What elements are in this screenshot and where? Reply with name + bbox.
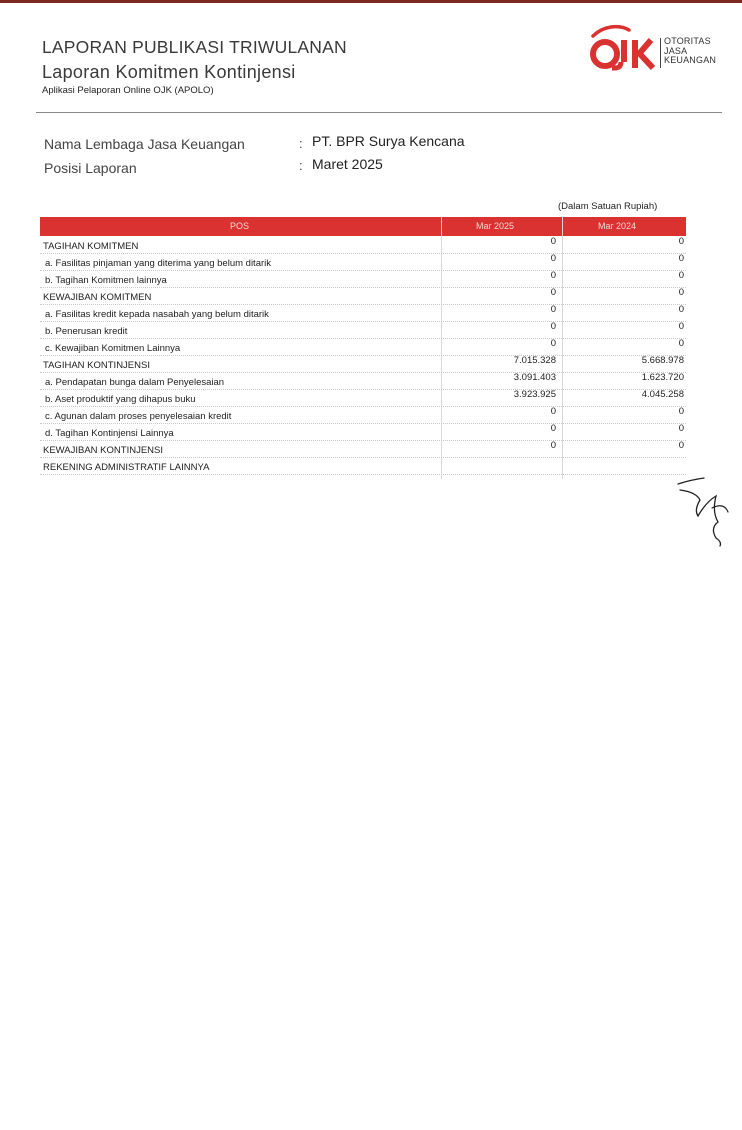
value-mar-2025: 0 [550, 423, 556, 434]
value-mar-2025: 0 [550, 253, 556, 264]
institution-name-label: Nama Lembaga Jasa Keuangan [44, 136, 245, 152]
report-position-label: Posisi Laporan [44, 160, 137, 176]
logo-text [664, 37, 716, 66]
row-label: b. Aset produktif yang dihapus buku [45, 394, 196, 405]
value-mar-2024: 0 [678, 338, 684, 349]
value-mar-2025: 0 [550, 304, 556, 315]
row-label: TAGIHAN KOMITMEN [43, 241, 139, 252]
value-mar-2024: 0 [678, 270, 684, 281]
row-label: a. Fasilitas kredit kepada nasabah yang belum ditarik [45, 309, 269, 320]
row-label: a. Fasilitas pinjaman yang diterima yang belum ditarik [45, 258, 271, 269]
table-row [40, 236, 686, 254]
institution-name-value: PT. BPR Surya Kencana [312, 133, 465, 149]
colon-separator: : [299, 158, 303, 173]
row-label: d. Tagihan Kontinjensi Lainnya [45, 428, 174, 439]
value-mar-2024: 0 [678, 406, 684, 417]
table-row [40, 338, 686, 356]
table-row [40, 372, 686, 390]
report-title: LAPORAN PUBLIKASI TRIWULANAN [42, 37, 347, 57]
row-label: c. Kewajiban Komitmen Lainnya [45, 343, 181, 354]
value-mar-2024: 0 [678, 253, 684, 264]
value-mar-2024: 4.045.258 [641, 389, 684, 400]
value-mar-2024: 0 [678, 236, 684, 247]
logo-text-line: KEUANGAN [664, 55, 717, 66]
logo-text-line: JASA [664, 45, 688, 56]
value-mar-2025: 7.015.328 [513, 355, 556, 366]
report-subtitle: Laporan Komitmen Kontinjensi [42, 62, 296, 82]
table-row [40, 389, 686, 407]
table-row [40, 270, 686, 288]
row-label: REKENING ADMINISTRATIF LAINNYA [43, 462, 210, 473]
unit-note: (Dalam Satuan Rupiah) [558, 201, 658, 212]
report-position-value: Maret 2025 [312, 156, 383, 172]
value-mar-2024: 0 [678, 440, 684, 451]
value-mar-2025: 0 [550, 236, 556, 247]
value-mar-2024: 5.668.978 [641, 355, 684, 366]
table-row [40, 406, 686, 424]
logo-separator [660, 38, 661, 68]
value-mar-2024: 0 [678, 423, 684, 434]
value-mar-2025: 3.091.403 [513, 372, 556, 383]
column-header-mar-2025: Mar 2025 [476, 221, 515, 231]
value-mar-2025: 0 [550, 270, 556, 281]
ojk-logo-icon [589, 24, 657, 72]
table-row [40, 423, 686, 441]
value-mar-2025: 0 [550, 287, 556, 298]
table-row [40, 355, 686, 373]
table-row [40, 287, 686, 305]
table-row [40, 304, 686, 322]
value-mar-2024: 1.623.720 [641, 372, 684, 383]
value-mar-2025: 0 [550, 406, 556, 417]
table-row [40, 440, 686, 458]
table-row [40, 457, 686, 475]
table-row [40, 321, 686, 339]
top-edge-line [0, 0, 742, 3]
row-label: KEWAJIBAN KONTINJENSI [43, 445, 163, 456]
ojk-logo [589, 24, 729, 72]
table-header [40, 217, 686, 236]
value-mar-2024: 0 [678, 287, 684, 298]
column-header-mar-2024: Mar 2024 [598, 221, 637, 231]
value-mar-2025: 0 [550, 440, 556, 451]
handwritten-signature [676, 472, 738, 552]
value-mar-2024: 0 [678, 304, 684, 315]
value-mar-2025: 0 [550, 321, 556, 332]
row-label: c. Agunan dalam proses penyelesaian kredit [45, 411, 232, 422]
colon-separator: : [299, 136, 303, 151]
row-label: TAGIHAN KONTINJENSI [43, 360, 150, 371]
table-row [40, 253, 686, 271]
app-name: Aplikasi Pelaporan Online OJK (APOLO) [42, 85, 214, 96]
value-mar-2025: 0 [550, 338, 556, 349]
column-header-pos: POS [230, 221, 250, 231]
logo-text-line: OTORITAS [664, 36, 711, 46]
row-label: KEWAJIBAN KOMITMEN [43, 292, 152, 303]
value-mar-2024: 0 [678, 321, 684, 332]
row-label: a. Pendapatan bunga dalam Penyelesaian [45, 377, 225, 388]
row-label: b. Tagihan Komitmen lainnya [45, 275, 167, 286]
value-mar-2025: 3.923.925 [513, 389, 556, 400]
header-divider [36, 112, 722, 113]
row-label: b. Penerusan kredit [45, 326, 128, 337]
